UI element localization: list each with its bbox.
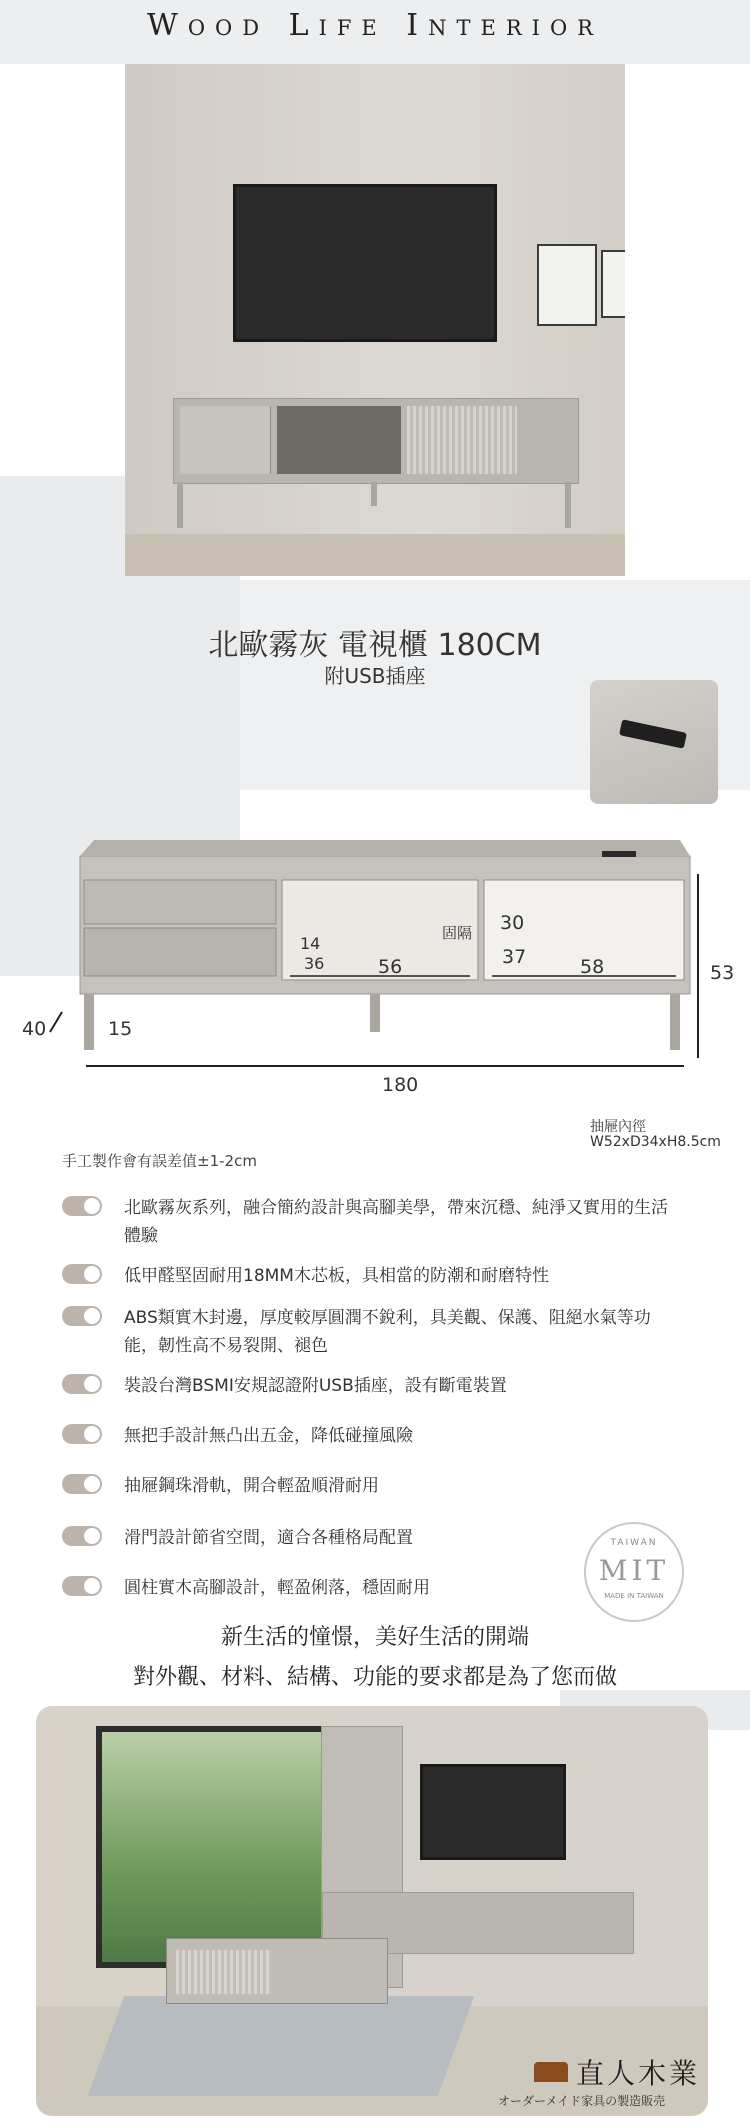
slogan-line-2: 對外觀、材料、結構、功能的要求都是為了您而做 bbox=[132, 1665, 617, 1690]
feature-text: ABS類實木封邊，厚度較厚圓潤不銳利，具美觀、保護、阻絕水氣等功能，韌性高不易裂開、褪色 bbox=[124, 1308, 651, 1356]
product-name: 北歐霧灰 電視櫃 180CM bbox=[208, 628, 542, 663]
product-photo bbox=[125, 64, 625, 576]
product-subtitle: 附USB插座 bbox=[324, 664, 426, 688]
drawer-bottom bbox=[84, 928, 276, 976]
window-view bbox=[96, 1726, 338, 1968]
cabinet-glass-door bbox=[407, 406, 517, 474]
tv-screen bbox=[233, 184, 497, 342]
brand-title: Wood Life Interior bbox=[147, 8, 603, 43]
leg bbox=[670, 994, 680, 1050]
dim-label-36: 36 bbox=[304, 954, 325, 973]
logo-name: 直人木業 bbox=[576, 2057, 701, 2090]
dim-label-width: 180 bbox=[382, 1074, 419, 1096]
dim-label-58: 58 bbox=[580, 956, 605, 978]
toggle-icon bbox=[62, 1424, 102, 1444]
cabinet-drawers bbox=[180, 406, 271, 474]
drawer-inner-title: 抽屜內徑 bbox=[590, 1119, 646, 1135]
dim-label-14: 14 bbox=[300, 934, 321, 953]
feature-text: 圓柱實木高腳設計，輕盈俐落，穩固耐用 bbox=[124, 1578, 430, 1598]
room-tv bbox=[420, 1764, 566, 1860]
dim-label-37: 37 bbox=[502, 946, 527, 968]
mit-badge-top: TAIWAN bbox=[610, 1538, 658, 1548]
coffee-table-glass-door bbox=[176, 1950, 272, 1994]
usb-socket bbox=[602, 851, 636, 857]
feature-item bbox=[62, 1422, 702, 1452]
toggle-icon bbox=[62, 1306, 102, 1326]
depth-line bbox=[50, 1012, 62, 1032]
feature-text: 抽屜鋼珠滑軌，開合輕盈順滑耐用 bbox=[124, 1476, 379, 1496]
dim-label-fixed: 固隔 bbox=[442, 924, 473, 942]
dim-label-height: 53 bbox=[710, 962, 735, 984]
cabinet-open-shelf bbox=[277, 406, 401, 474]
feature-text: 北歐霧灰系列，融合簡約設計與高腳美學，帶來沉穩、純淨又實用的生活體驗 bbox=[124, 1198, 668, 1246]
dim-label-56: 56 bbox=[378, 956, 403, 978]
usb-detail-photo bbox=[590, 680, 718, 804]
rug bbox=[88, 1996, 474, 2096]
toggle-icon bbox=[62, 1196, 102, 1216]
feature-text: 無把手設計無凸出五金，降低碰撞風險 bbox=[124, 1426, 413, 1446]
leg bbox=[84, 994, 94, 1050]
feature-item bbox=[62, 1304, 702, 1364]
dim-label-30: 30 bbox=[500, 912, 525, 934]
floor bbox=[125, 534, 625, 576]
cabinet-leg bbox=[565, 482, 571, 528]
feature-item bbox=[62, 1472, 702, 1502]
room-photo bbox=[36, 1706, 708, 2116]
dim-label-depth: 40 bbox=[22, 1018, 47, 1040]
slogan-line-1: 新生活的憧憬，美好生活的開端 bbox=[220, 1625, 529, 1650]
toggle-icon bbox=[62, 1526, 102, 1546]
toggle-icon bbox=[62, 1576, 102, 1596]
dimension-drawing bbox=[0, 840, 750, 1080]
usb-socket-icon bbox=[619, 719, 687, 748]
drawer-top bbox=[84, 880, 276, 924]
logo-tagline: オーダーメイド家具の製造販売 bbox=[498, 2094, 666, 2108]
feature-text: 裝設台灣BSMI安規認證附USB插座，設有斷電裝置 bbox=[124, 1376, 507, 1396]
wall-frame-2 bbox=[601, 250, 625, 318]
cabinet-leg bbox=[177, 482, 183, 528]
toggle-icon bbox=[62, 1374, 102, 1394]
drawer-inner-size: W52xD34xH8.5cm bbox=[590, 1134, 721, 1150]
wall-frame bbox=[537, 244, 597, 326]
cabinet-leg bbox=[371, 482, 377, 506]
feature-item bbox=[62, 1372, 702, 1402]
dim-label-leg: 15 bbox=[108, 1018, 133, 1040]
mit-badge-bottom: MADE IN TAIWAN bbox=[604, 1592, 664, 1600]
mit-badge bbox=[584, 1522, 684, 1622]
tolerance-note: 手工製作會有誤差值±1-2cm bbox=[62, 1152, 257, 1170]
leg bbox=[370, 994, 380, 1032]
feature-text: 滑門設計節省空間，適合各種格局配置 bbox=[124, 1528, 413, 1548]
feature-item bbox=[62, 1194, 702, 1254]
mit-badge-center: MIT bbox=[598, 1554, 670, 1587]
feature-item bbox=[62, 1262, 702, 1292]
cabinet-top bbox=[80, 840, 690, 856]
logo-sofa-icon bbox=[534, 2062, 568, 2082]
feature-text: 低甲醛堅固耐用18MM木芯板，具相當的防潮和耐磨特性 bbox=[124, 1266, 549, 1286]
toggle-icon bbox=[62, 1474, 102, 1494]
toggle-icon bbox=[62, 1264, 102, 1284]
